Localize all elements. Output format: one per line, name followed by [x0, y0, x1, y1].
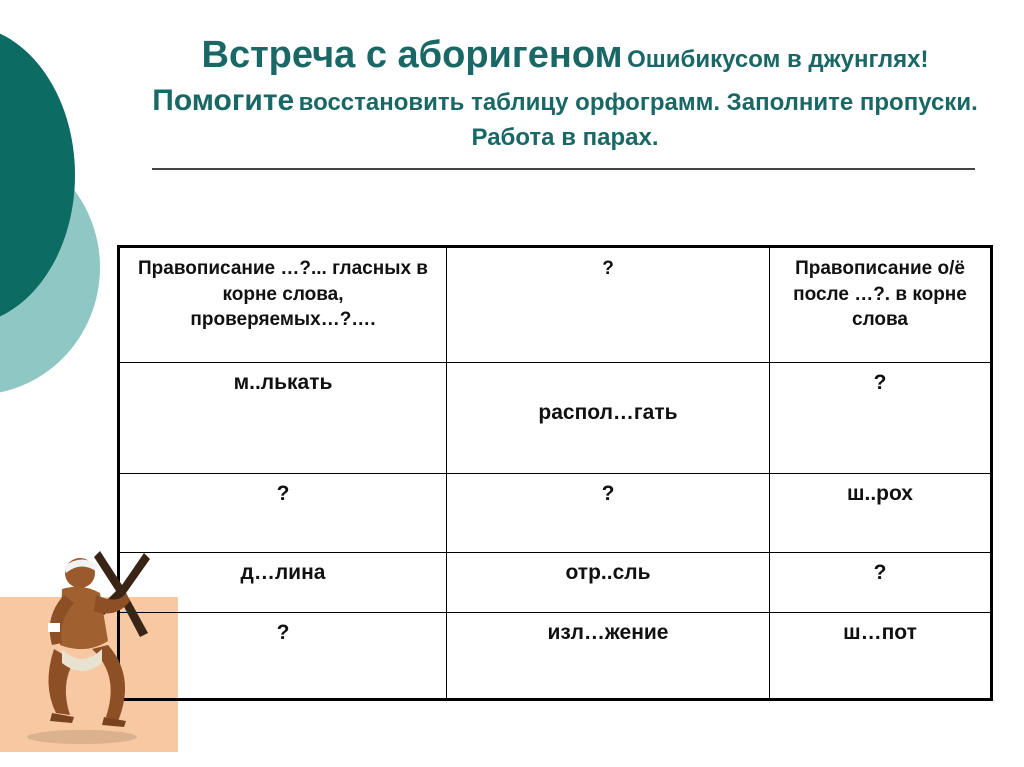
table-cell: ш..рох [770, 474, 992, 553]
table-row [119, 474, 992, 553]
orthogram-table [117, 245, 993, 701]
table-row [119, 553, 992, 613]
table-cell: ? [770, 553, 992, 613]
aborigine-clipart [22, 545, 167, 745]
table-row [119, 613, 992, 700]
table-header-cell: Правописание о/ё после …?. в корне слова [770, 247, 992, 363]
table-header-row [119, 247, 992, 363]
title-part-1: Встреча с аборигеном [201, 34, 623, 76]
slide-title [150, 30, 980, 154]
table-cell [447, 363, 770, 474]
table-cell: ? [119, 474, 447, 553]
table-cell: д…лина [119, 553, 447, 613]
table-cell: ш…пот [770, 613, 992, 700]
title-part-4: восстановить таблицу орфограмм. Заполните пропуски. Работа в парах. [298, 89, 978, 151]
title-divider [152, 168, 975, 170]
table-cell-text: распол…гать [538, 401, 678, 424]
table-cell: ? [770, 363, 992, 474]
table-cell: ? [119, 613, 447, 700]
table-header-cell: Правописание …?... гласных в корне слова, проверяемых…?…. [119, 247, 447, 363]
table-cell: изл…жение [447, 613, 770, 700]
title-part-3: Помогите [152, 84, 295, 118]
table-cell: ? [447, 474, 770, 553]
title-part-2: Ошибикусом в джунглях! [627, 46, 929, 73]
table-header-cell: ? [447, 247, 770, 363]
table-cell: м..лькать [119, 363, 447, 474]
table-cell: отр..сль [447, 553, 770, 613]
table-row [119, 363, 992, 474]
